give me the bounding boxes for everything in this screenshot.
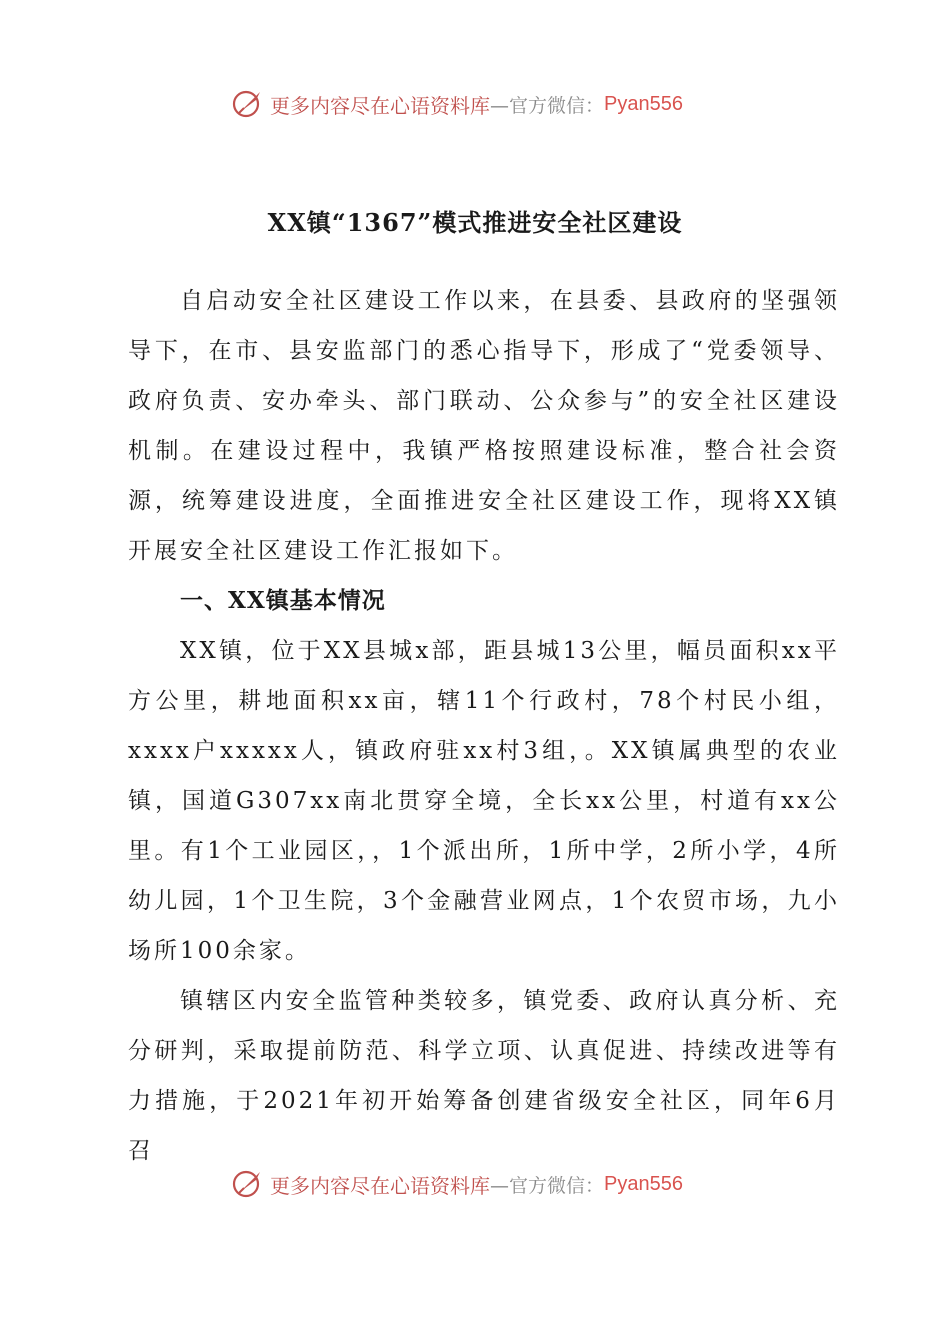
intro-paragraph: 自启动安全社区建设工作以来，在县委、县政府的坚强领导下，在市、县安监部门的悉心指导下，形成了“党委领导、政府负责、安办牵头、部门联动、公众参与”的安全社区建设机制。在建设过程中，我镇严格按照建设标准，整合社会资源，统筹建设进度，全面推进安全社区建设工作，现将XX镇开展安全社区建设工作汇报如下。 bbox=[128, 288, 840, 564]
document-title: XX镇“1367”模式推进安全社区建设 bbox=[267, 208, 683, 237]
section-heading: 一、XX镇基本情况 bbox=[180, 587, 386, 614]
quill-logo-icon bbox=[230, 1166, 266, 1202]
footer-wechat-id: Pyan556 bbox=[604, 1172, 683, 1195]
footer-brand-text: 更多内容尽在心语资料库 bbox=[270, 1173, 490, 1198]
quill-logo-icon bbox=[230, 86, 266, 122]
basic-info-paragraph: XX镇，位于XX县城x部，距县城13公里，幅员面积xx平方公里，耕地面积xx亩，辖11个行政村，78个村民小组，xxxx户xxxxx人，镇政府驻xx村3组，。XX镇属典型的农业镇，国道G307xx南北贯穿全境，全长xx公里，村道有xx公里。有1个工业园区，，1个派出所，1所中学，2所小学，4所幼儿园，1个卫生院，3个金融营业网点，1个农贸市场，九小场所100余家。 bbox=[128, 638, 840, 964]
header-wechat-id: Pyan556 bbox=[604, 92, 683, 115]
footer-watermark-banner bbox=[230, 1164, 683, 1204]
header-brand-text: 更多内容尽在心语资料库 bbox=[270, 93, 490, 118]
header-official-text: —官方微信： bbox=[490, 94, 605, 117]
header-watermark-banner bbox=[230, 84, 683, 124]
document-body bbox=[128, 276, 840, 1176]
footer-official-text: —官方微信： bbox=[490, 1174, 605, 1197]
safety-supervision-paragraph: 镇辖区内安全监管种类较多，镇党委、政府认真分析、充分研判，采取提前防范、科学立项、认真促进、持续改进等有力措施，于2021年初开始筹备创建省级安全社区，同年6月召 bbox=[128, 988, 840, 1164]
